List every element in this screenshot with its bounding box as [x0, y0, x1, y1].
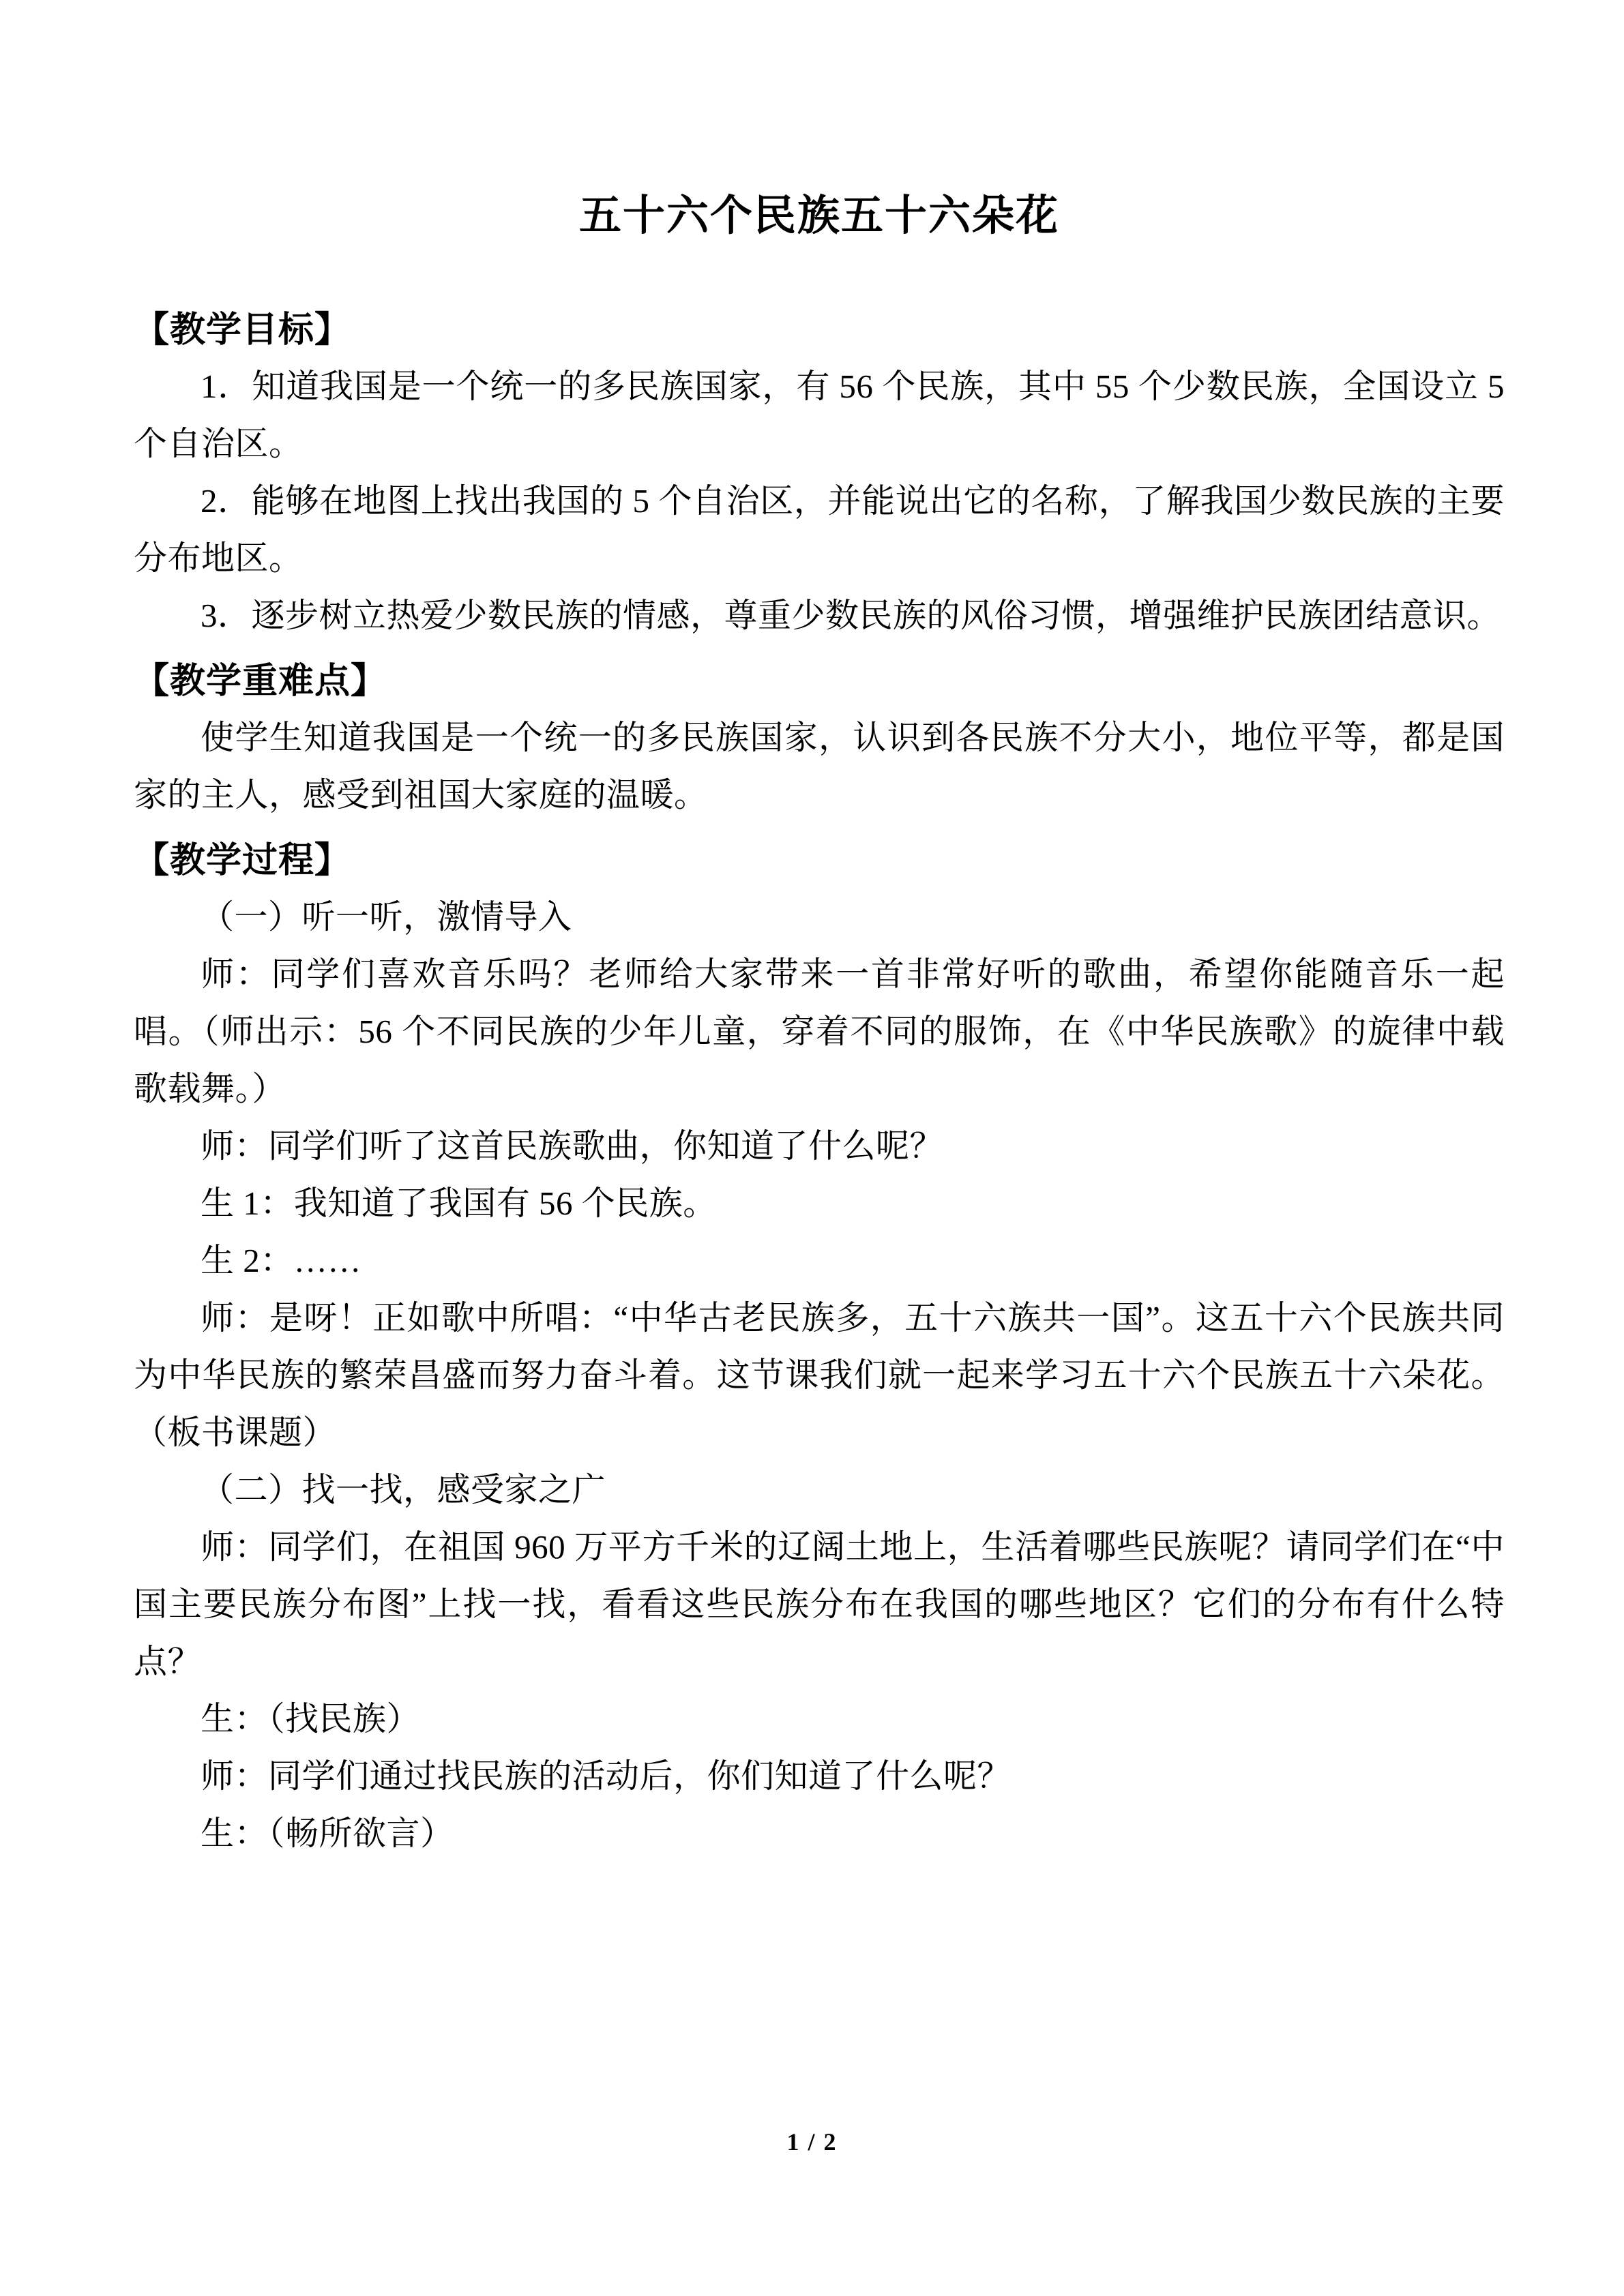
objective-item: 3．逐步树立热爱少数民族的情感，尊重少数民族的风俗习惯，增强维护民族团结意识。	[201, 597, 1501, 635]
spacer	[134, 353, 1505, 358]
process-item: （一）听一听，激情导入	[201, 898, 572, 936]
key-point-item: 使学生知道我国是一个统一的多民族国家，认识到各民族不分大小，地位平等，都是国家的主人，感受到祖国大家庭的温暖。	[134, 719, 1505, 814]
page-title: 五十六个民族五十六朵花	[578, 193, 1059, 239]
process-item: 师：同学们通过找民族的活动后，你们知道了什么呢？	[201, 1757, 1012, 1795]
process-item: 生 1：我知道了我国有 56 个民族。	[201, 1184, 717, 1223]
process-item: （二）找一找，感受家之广	[201, 1471, 606, 1509]
spacer	[134, 824, 1505, 839]
section-heading-key-points: 【教学重难点】	[134, 662, 387, 702]
spacer	[134, 704, 1505, 709]
process-item: 生 2：……	[201, 1242, 361, 1280]
page-number-footer: 1 / 2	[786, 2128, 838, 2156]
process-item: 师：是呀！正如歌中所唱：“中华古老民族多，五十六族共一国”。这五十六个民族共同为中华民族的繁荣昌盛而努力奋斗着。这节课我们就一起来学习五十六个民族五十六朵花。（板书课题）	[134, 1299, 1505, 1452]
document-content	[134, 0, 1505, 1862]
spacer	[134, 644, 1505, 659]
spacer	[134, 883, 1505, 889]
section-heading-process: 【教学过程】	[134, 841, 351, 881]
process-item: 师：同学们，在祖国 960 万平方千米的辽阔土地上，生活着哪些民族呢？请同学们在“中国主要民族分布图”上找一找，看看这些民族分布在我国的哪些地区？它们的分布有什么特点？	[134, 1528, 1505, 1681]
objective-item: 1．知道我国是一个统一的多民族国家，有 56 个民族，其中 55 个少数民族，全国设立 5 个自治区。	[134, 368, 1505, 463]
process-item: 师：同学们听了这首民族歌曲，你知道了什么呢？	[201, 1127, 944, 1165]
spacer	[134, 241, 1505, 308]
section-heading-objectives: 【教学目标】	[134, 311, 351, 351]
process-item: 生：（畅所欲言）	[201, 1815, 454, 1853]
process-item: 生：（找民族）	[201, 1700, 421, 1738]
process-item: 师：同学们喜欢音乐吗？老师给大家带来一首非常好听的歌曲，希望你能随音乐一起唱。（师出示：56 个不同民族的少年儿童，穿着不同的服饰，在《中华民族歌》的旋律中载歌载舞。）	[134, 955, 1505, 1108]
objective-item: 2．能够在地图上找出我国的 5 个自治区，并能说出它的名称，了解我国少数民族的主要分布地区。	[134, 482, 1505, 578]
